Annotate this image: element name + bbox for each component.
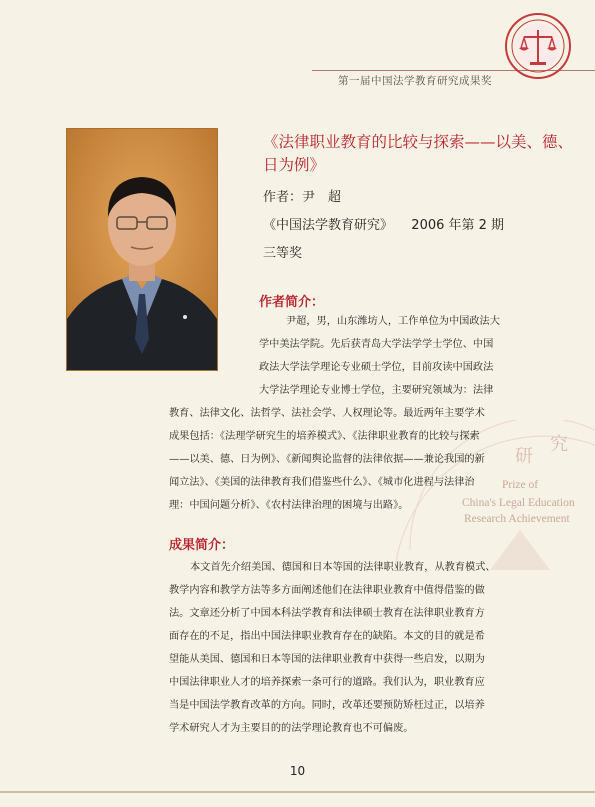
- author-line: [263, 186, 341, 205]
- publication-line: [263, 214, 504, 233]
- result-intro-heading: 成果简介：: [169, 538, 235, 553]
- result-intro-line: 当是中国法学教育改革的方向。同时，改革还要预防矫枉过正，以培养: [169, 700, 485, 711]
- author-intro-line: 成果包括：《法理学研究生的培养模式》、《法律职业教育的比较与探索: [169, 431, 480, 442]
- author-label: 作者：: [263, 190, 303, 205]
- author-intro-line: 大学法学理论专业博士学位，主要研究领域为：法律: [259, 385, 494, 396]
- footer-rule: [0, 791, 595, 793]
- result-intro-line: 本文首先介绍美国、德国和日本等国的法律职业教育，从教育模式、: [190, 562, 496, 573]
- result-intro-line: 中国法律职业人才的培养探索一条可行的道路。我们认为，职业教育应: [169, 677, 485, 688]
- watermark-char-2: 究: [550, 434, 568, 455]
- author-intro-line: 闻立法》、《美国的法律教育我们借鉴些什么》、《城市化进程与法律治: [169, 477, 475, 488]
- author-intro-heading: 作者简介：: [259, 295, 325, 310]
- result-intro-line: 教学内容和教学方法等多方面阐述他们在法律职业教育中值得借鉴的做: [169, 585, 485, 596]
- author-intro-line: 教育、法律文化、法哲学、法社会学、人权理论等。最近两年主要学术: [169, 408, 485, 419]
- watermark-char-1: 研: [515, 446, 533, 467]
- author-intro-line: ——以美、德、日为例》、《新闻舆论监督的法律依据——兼论我国的新: [169, 454, 485, 465]
- award-level: 三等奖: [263, 246, 303, 261]
- author-name: 尹 超: [302, 190, 342, 205]
- watermark-en-line-3: Research Achievement: [464, 513, 570, 525]
- watermark-en-line-1: Prize of: [502, 479, 539, 491]
- author-intro-line: 理：中国问题分析》、《农村法律治理的困境与出路》。: [169, 500, 409, 511]
- author-intro-line: 尹超，男，山东潍坊人，工作单位为中国政法大: [286, 316, 500, 327]
- work-title: 《法律职业教育的比较与探索——以美、德、日为例》: [263, 133, 574, 174]
- result-intro-line: 面存在的不足，指出中国法律职业教育存在的缺陷。本文的目的就是希: [169, 631, 485, 642]
- scales-of-justice-seal-icon: [504, 12, 572, 80]
- result-intro-line: 法。文章还分析了中国本科法学教育和法律硕士教育在法律职业教育方: [169, 608, 485, 619]
- watermark-en-line-2: China's Legal Education: [462, 497, 575, 509]
- page-number: 10: [289, 764, 306, 778]
- result-intro-line: 学术研究人才为主要目的的法学理论教育也不可偏废。: [169, 723, 414, 734]
- author-intro-line: 学中美法学院。先后获青岛大学法学学士学位、中国: [259, 339, 494, 350]
- running-header-title: 第一届中国法学教育研究成果奖: [338, 75, 492, 87]
- journal-name: 《中国法学教育研究》: [263, 218, 394, 233]
- result-intro-line: 望能从美国、德国和日本等国的法律职业教育中获得一些启发，以期为: [169, 654, 485, 665]
- journal-issue: 2006 年第 2 期: [411, 218, 505, 233]
- author-portrait-photo: [66, 128, 218, 371]
- author-intro-line: 政法大学法学理论专业硕士学位，目前攻读中国政法: [259, 362, 494, 373]
